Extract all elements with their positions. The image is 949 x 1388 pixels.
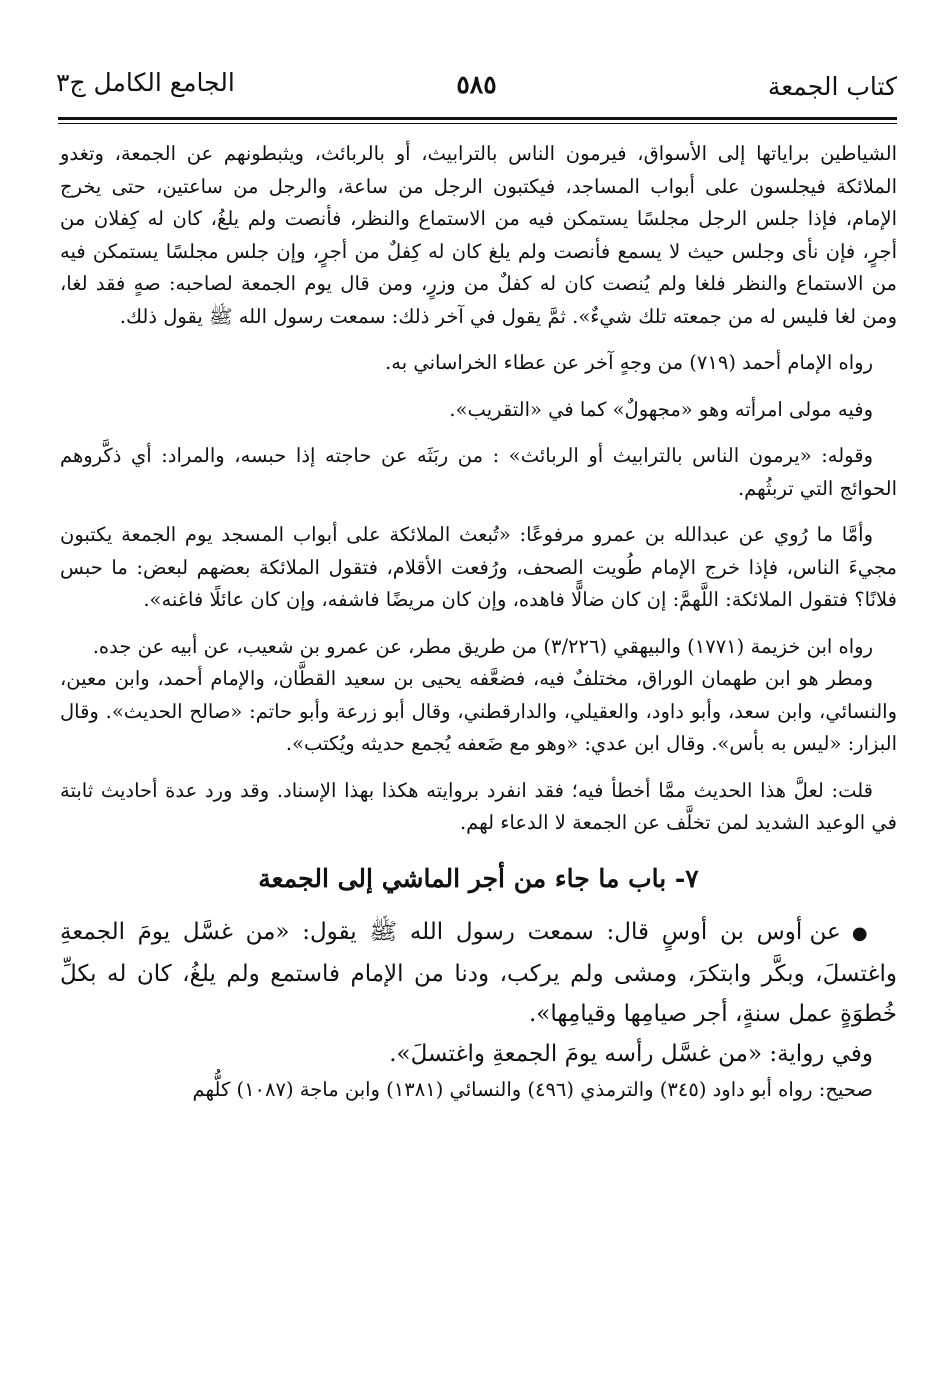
paragraph: وأمَّا ما رُوي عن عبدالله بن عمرو مرفوعًا: «تُبعث الملائكة على أبواب المسجد يوم الجمعة يكتبون مجيءَ الناس، فإذا خرج الإمام طُويت الصحف، ورُفعت الأقلام، فتقول الملائكة بعضهم لبعض: ما حبس فلانًا؟ فتقول الملائكة: اللَّهمَّ: إن كان ضالًّا فاهده، وإن كان مريضًا فاشفه، وإن كان عائلًا فاغنه». (60, 523, 897, 611)
page-body (60, 138, 897, 1106)
paragraph: وقوله: «يرمون الناس بالترابيث أو الربائث» : من ربَثَه عن حاجته إذا حبسه، والمراد: أي ذكَّروهم الحوائج التي تربثُهم. (60, 444, 897, 500)
paragraph: رواه الإمام أحمد (٧١٩) من وجهٍ آخر عن عطاء الخراساني به. (385, 351, 873, 374)
paragraph: رواه ابن خزيمة (١٧٧١) والبيهقي (٣/٢٢٦) من طريق مطر، عن عمرو بن شعيب، عن أبيه عن جده. (92, 634, 873, 658)
paragraph: قلت: لعلَّ هذا الحديث ممَّا أخطأ فيه؛ فقد انفرد بروايته هكذا بهذا الإسناد. وقد ورد عدة أحاديث ثابتة في الوعيد الشديد لمن تخلَّف عن الجمعة لا الدعاء لهم. (60, 778, 897, 834)
hadith-text: ● عن أوس بن أوسٍ قال: سمعت رسول الله ﷺ يقول: «من غسَّل يومَ الجمعةِ واغتسلَ، وبكَّر وابتكرَ، ومشى ولم يركب، ودنا من الإمام فاستمع ولم يلغُ، كان له بكلِّ خُطوَةٍ عمل سنةٍ، أجر صيامِها وقيامِها». (60, 912, 897, 1034)
section-heading: ٧- باب ما جاء من أجر الماشي إلى الجمعة (258, 863, 699, 893)
page-header (56, 60, 897, 106)
paragraph: الشياطين براياتها إلى الأسواق، فيرمون الناس بالترابيث، أو بالربائث، ويثبطونهم عن الجمعة، وتغدو الملائكة فيجلسون على أبواب المساجد، فيكتبون الرجل من ساعة، والرجل من ساعتين، حتى يخرج الإمام، فإذا جلس الرجل مجلسًا يستمكن فيه من الاستماع والنظر، فأنصت ولم يلغُ، كان له كِفلان من أجرٍ، فإن نأى وجلس حيث لا يسمع فأنصت ولم يلغ كان له كِفلٌ من أجرٍ، وإن جلس مجلسًا يستمكن فيه من الاستماع والنظر فلغا ولم يُنصت كان له كفلٌ من وزرٍ، ومن قال يوم الجمعة لصاحبه: صهٍ فقد لغا، ومن لغا فليس له من جمعته تلك شيءٌ». ثمَّ يقول في آخر ذلك: سمعت رسول الله ﷺ يقول ذلك. (60, 142, 897, 328)
paragraph: وفيه مولى امرأته وهو «مجهولٌ» كما في «التقريب». (449, 397, 873, 421)
header-rule-thick (58, 117, 897, 120)
page-number: ٥٨٥ (456, 70, 497, 99)
chapter-title: كتاب الجمعة (767, 72, 897, 101)
hadith-variant: وفي رواية: «من غسَّل رأسه يومَ الجمعةِ واغتسلَ». (389, 1040, 873, 1067)
book-title: الجامع الكامل ج٣ (56, 68, 235, 97)
hadith-source: صحيح: رواه أبو داود (٣٤٥) والترمذي (٤٩٦) والنسائي (١٣٨١) وابن ماجة (١٠٨٧) كلُّهم (192, 1077, 873, 1101)
paragraph: ومطر هو ابن طهمان الوراق، مختلفٌ فيه، فضعَّفه يحيى بن سعيد القطَّان، والإمام أحمد، وابن معين، والنسائي، وابن سعد، وأبو داود، والعقيلي، والدارقطني، وقال أبو زرعة وأبو حاتم: «صالح الحديث». وقال البزار: «ليس به بأس». وقال ابن عدي: «وهو مع ضَعفه يُجمع حديثه ويُكتب». (60, 667, 897, 755)
header-rule-thin (58, 123, 897, 124)
